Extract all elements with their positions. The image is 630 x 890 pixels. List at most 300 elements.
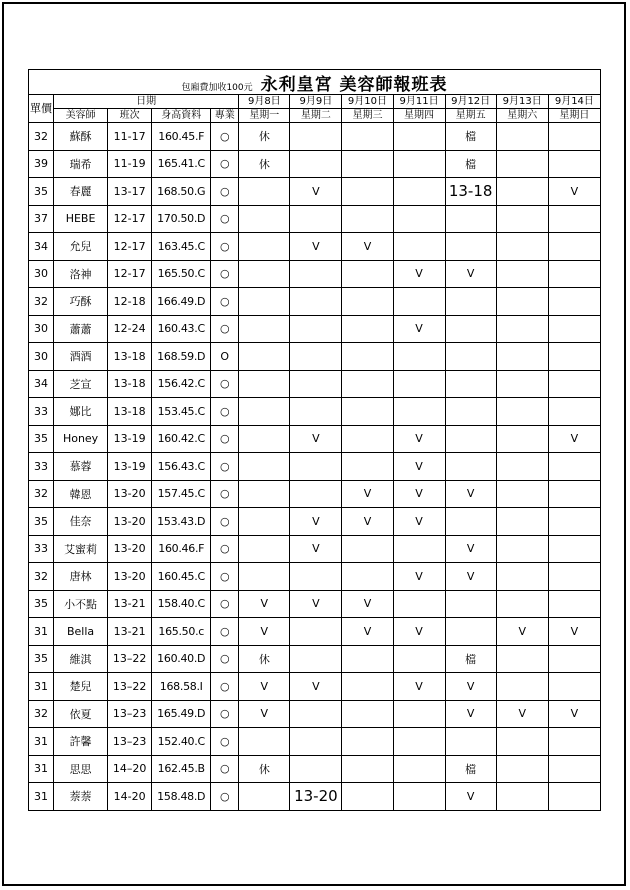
schedule-cell-day-5: V [445, 700, 496, 728]
price-cell: 31 [29, 783, 54, 811]
schedule-cell-day-5: 檔 [445, 123, 496, 151]
beautician-name: Bella [54, 618, 108, 646]
shift-cell: 13-20 [108, 535, 152, 563]
beautician-name: 唐林 [54, 563, 108, 591]
height-info-cell: 170.50.D [152, 205, 211, 233]
header-beautician: 美容師 [54, 109, 108, 123]
height-info-cell: 163.45.C [152, 233, 211, 261]
schedule-cell-day-2 [290, 700, 342, 728]
header-weekday-3: 星期三 [342, 109, 393, 123]
header-date-4: 9月11日 [393, 95, 445, 109]
table-row [29, 288, 601, 316]
schedule-cell-day-3 [342, 123, 393, 151]
schedule-cell-day-3 [342, 728, 393, 756]
beautician-name: 芝宣 [54, 370, 108, 398]
shift-cell: 12-17 [108, 233, 152, 261]
schedule-cell-day-1: V [239, 700, 290, 728]
schedule-cell-day-7 [548, 453, 600, 481]
schedule-cell-day-4: V [393, 563, 445, 591]
height-info-cell: 168.59.D [152, 343, 211, 371]
schedule-cell-day-7 [548, 645, 600, 673]
schedule-cell-day-4 [393, 755, 445, 783]
table-row [29, 755, 601, 783]
schedule-cell-day-1 [239, 370, 290, 398]
beautician-name: 慕蓉 [54, 453, 108, 481]
specialty-mark: ○ [211, 315, 239, 343]
specialty-mark: ○ [211, 150, 239, 178]
shift-cell: 12-24 [108, 315, 152, 343]
shift-cell: 13–23 [108, 728, 152, 756]
schedule-cell-day-7 [548, 205, 600, 233]
schedule-cell-day-2: V [290, 508, 342, 536]
shift-cell: 13–22 [108, 673, 152, 701]
schedule-cell-day-5: 檔 [445, 645, 496, 673]
schedule-cell-day-5 [445, 590, 496, 618]
schedule-cell-day-6 [496, 535, 548, 563]
height-info-cell: 156.43.C [152, 453, 211, 481]
schedule-cell-day-7: V [548, 425, 600, 453]
shift-cell: 13-18 [108, 343, 152, 371]
schedule-cell-day-5 [445, 398, 496, 426]
schedule-cell-day-2 [290, 288, 342, 316]
schedule-cell-day-1: 休 [239, 755, 290, 783]
header-row-dates [29, 95, 601, 109]
schedule-cell-day-1 [239, 535, 290, 563]
specialty-mark: ○ [211, 563, 239, 591]
schedule-cell-day-4 [393, 590, 445, 618]
table-row [29, 535, 601, 563]
price-cell: 33 [29, 398, 54, 426]
schedule-cell-day-1 [239, 508, 290, 536]
schedule-cell-day-1 [239, 783, 290, 811]
table-row [29, 233, 601, 261]
schedule-cell-day-4 [393, 205, 445, 233]
schedule-cell-day-1 [239, 178, 290, 206]
price-cell: 39 [29, 150, 54, 178]
schedule-cell-day-1 [239, 260, 290, 288]
schedule-cell-day-5: 13-18 [445, 178, 496, 206]
schedule-cell-day-7 [548, 398, 600, 426]
schedule-cell-day-7 [548, 260, 600, 288]
schedule-cell-day-6 [496, 288, 548, 316]
price-cell: 30 [29, 260, 54, 288]
schedule-cell-day-7 [548, 673, 600, 701]
header-price: 單價 [29, 95, 54, 123]
schedule-cell-day-3 [342, 425, 393, 453]
price-cell: 35 [29, 178, 54, 206]
schedule-cell-day-3: V [342, 233, 393, 261]
schedule-cell-day-6 [496, 178, 548, 206]
schedule-cell-day-1 [239, 728, 290, 756]
height-info-cell: 160.46.F [152, 535, 211, 563]
schedule-cell-day-7 [548, 728, 600, 756]
schedule-cell-day-3 [342, 700, 393, 728]
schedule-cell-day-2 [290, 315, 342, 343]
specialty-mark: ○ [211, 398, 239, 426]
schedule-cell-day-5 [445, 728, 496, 756]
schedule-cell-day-3 [342, 288, 393, 316]
header-date: 日期 [54, 95, 239, 109]
header-date-6: 9月13日 [496, 95, 548, 109]
schedule-cell-day-7 [548, 783, 600, 811]
beautician-name: 蕭蕭 [54, 315, 108, 343]
schedule-cell-day-4 [393, 343, 445, 371]
schedule-cell-day-4 [393, 178, 445, 206]
schedule-cell-day-6 [496, 425, 548, 453]
table-row [29, 673, 601, 701]
schedule-cell-day-6 [496, 728, 548, 756]
specialty-mark: ○ [211, 508, 239, 536]
beautician-name: 蘇酥 [54, 123, 108, 151]
height-info-cell: 168.58.I [152, 673, 211, 701]
schedule-cell-day-5: 檔 [445, 755, 496, 783]
height-info-cell: 168.50.G [152, 178, 211, 206]
schedule-cell-day-7 [548, 590, 600, 618]
schedule-cell-day-6: V [496, 700, 548, 728]
table-row [29, 178, 601, 206]
schedule-cell-day-3 [342, 563, 393, 591]
schedule-cell-day-2 [290, 260, 342, 288]
schedule-cell-day-5 [445, 618, 496, 646]
header-date-3: 9月10日 [342, 95, 393, 109]
schedule-cell-day-4: V [393, 480, 445, 508]
price-cell: 31 [29, 673, 54, 701]
schedule-cell-day-4 [393, 700, 445, 728]
schedule-cell-day-2 [290, 618, 342, 646]
schedule-cell-day-2 [290, 370, 342, 398]
price-cell: 30 [29, 343, 54, 371]
schedule-cell-day-3 [342, 150, 393, 178]
shift-cell: 13-20 [108, 508, 152, 536]
schedule-cell-day-5: V [445, 260, 496, 288]
specialty-mark: ○ [211, 178, 239, 206]
schedule-cell-day-4 [393, 645, 445, 673]
specialty-mark: ○ [211, 783, 239, 811]
shift-cell: 13–22 [108, 645, 152, 673]
specialty-mark: ○ [211, 728, 239, 756]
schedule-cell-day-3 [342, 343, 393, 371]
schedule-cell-day-3: V [342, 618, 393, 646]
price-cell: 32 [29, 288, 54, 316]
schedule-cell-day-3 [342, 645, 393, 673]
schedule-cell-day-7 [548, 755, 600, 783]
schedule-cell-day-6 [496, 123, 548, 151]
shift-cell: 13-20 [108, 480, 152, 508]
schedule-cell-day-1 [239, 233, 290, 261]
shift-cell: 13-19 [108, 453, 152, 481]
beautician-name: 瑞希 [54, 150, 108, 178]
price-cell: 32 [29, 480, 54, 508]
schedule-cell-day-6 [496, 645, 548, 673]
specialty-mark: ○ [211, 233, 239, 261]
schedule-cell-day-5: V [445, 480, 496, 508]
schedule-cell-day-5 [445, 453, 496, 481]
schedule-cell-day-6 [496, 398, 548, 426]
schedule-cell-day-3 [342, 178, 393, 206]
table-row [29, 645, 601, 673]
shift-cell: 14-20 [108, 783, 152, 811]
height-info-cell: 165.50.C [152, 260, 211, 288]
beautician-name: Honey [54, 425, 108, 453]
table-row [29, 150, 601, 178]
table-row [29, 508, 601, 536]
schedule-cell-day-3 [342, 453, 393, 481]
schedule-cell-day-1 [239, 425, 290, 453]
schedule-cell-day-2: V [290, 178, 342, 206]
table-row [29, 315, 601, 343]
beautician-name: 洛神 [54, 260, 108, 288]
schedule-cell-day-4 [393, 783, 445, 811]
price-cell: 31 [29, 755, 54, 783]
price-cell: 31 [29, 728, 54, 756]
surcharge-note: 包廂費加收100元 [181, 82, 253, 93]
schedule-cell-day-5 [445, 288, 496, 316]
table-row [29, 563, 601, 591]
schedule-cell-day-5: V [445, 563, 496, 591]
table-row [29, 783, 601, 811]
beautician-name: 萘萘 [54, 783, 108, 811]
schedule-cell-day-4 [393, 535, 445, 563]
schedule-cell-day-7 [548, 480, 600, 508]
schedule-cell-day-1: V [239, 590, 290, 618]
specialty-mark: ○ [211, 260, 239, 288]
schedule-cell-day-7: V [548, 700, 600, 728]
schedule-table [28, 69, 601, 811]
schedule-cell-day-4 [393, 728, 445, 756]
schedule-cell-day-2 [290, 150, 342, 178]
height-info-cell: 157.45.C [152, 480, 211, 508]
schedule-cell-day-6 [496, 755, 548, 783]
height-info-cell: 165.49.D [152, 700, 211, 728]
table-row [29, 700, 601, 728]
schedule-cell-day-2: V [290, 673, 342, 701]
schedule-cell-day-3 [342, 755, 393, 783]
schedule-cell-day-7 [548, 288, 600, 316]
table-row [29, 260, 601, 288]
schedule-cell-day-1 [239, 453, 290, 481]
header-weekday-4: 星期四 [393, 109, 445, 123]
specialty-mark: ○ [211, 590, 239, 618]
beautician-name: 思思 [54, 755, 108, 783]
schedule-cell-day-4 [393, 288, 445, 316]
shift-cell: 13-21 [108, 590, 152, 618]
header-weekday-6: 星期六 [496, 109, 548, 123]
header-weekday-2: 星期二 [290, 109, 342, 123]
schedule-cell-day-7 [548, 150, 600, 178]
schedule-cell-day-2 [290, 205, 342, 233]
schedule-cell-day-6 [496, 233, 548, 261]
schedule-cell-day-3 [342, 535, 393, 563]
schedule-cell-day-3 [342, 370, 393, 398]
schedule-cell-day-5 [445, 233, 496, 261]
schedule-cell-day-4 [393, 150, 445, 178]
schedule-cell-day-5 [445, 343, 496, 371]
header-date-5: 9月12日 [445, 95, 496, 109]
schedule-cell-day-5 [445, 315, 496, 343]
schedule-cell-day-6 [496, 205, 548, 233]
header-row-weekdays [29, 109, 601, 123]
specialty-mark: ○ [211, 205, 239, 233]
header-date-2: 9月9日 [290, 95, 342, 109]
shift-cell: 13-18 [108, 370, 152, 398]
specialty-mark: O [211, 343, 239, 371]
beautician-name: 巧酥 [54, 288, 108, 316]
schedule-cell-day-7 [548, 370, 600, 398]
schedule-cell-day-3 [342, 260, 393, 288]
schedule-cell-day-4 [393, 398, 445, 426]
schedule-cell-day-2: V [290, 233, 342, 261]
header-date-1: 9月8日 [239, 95, 290, 109]
price-cell: 32 [29, 123, 54, 151]
schedule-cell-day-2 [290, 645, 342, 673]
beautician-name: 娜比 [54, 398, 108, 426]
shift-cell: 14–20 [108, 755, 152, 783]
beautician-name: 許馨 [54, 728, 108, 756]
title-cell [29, 70, 601, 95]
schedule-cell-day-7: V [548, 618, 600, 646]
header-date-7: 9月14日 [548, 95, 600, 109]
price-cell: 35 [29, 425, 54, 453]
schedule-cell-day-7 [548, 315, 600, 343]
schedule-cell-day-1: V [239, 618, 290, 646]
height-info-cell: 156.42.C [152, 370, 211, 398]
schedule-cell-day-4: V [393, 508, 445, 536]
shift-cell: 11-17 [108, 123, 152, 151]
price-cell: 34 [29, 233, 54, 261]
schedule-cell-day-4 [393, 123, 445, 151]
schedule-cell-day-4 [393, 370, 445, 398]
shift-cell: 12-18 [108, 288, 152, 316]
shift-cell: 13-19 [108, 425, 152, 453]
table-row [29, 728, 601, 756]
schedule-cell-day-1 [239, 288, 290, 316]
height-info-cell: 153.43.D [152, 508, 211, 536]
specialty-mark: ○ [211, 700, 239, 728]
specialty-mark: ○ [211, 755, 239, 783]
specialty-mark: ○ [211, 645, 239, 673]
beautician-name: 依夏 [54, 700, 108, 728]
shift-cell: 13-21 [108, 618, 152, 646]
schedule-cell-day-6 [496, 315, 548, 343]
shift-cell: 12-17 [108, 260, 152, 288]
shift-cell: 11-19 [108, 150, 152, 178]
header-height-info: 身高資料 [152, 109, 211, 123]
height-info-cell: 165.41.C [152, 150, 211, 178]
schedule-cell-day-4: V [393, 425, 445, 453]
schedule-cell-day-6 [496, 343, 548, 371]
schedule-cell-day-1: V [239, 673, 290, 701]
price-cell: 30 [29, 315, 54, 343]
schedule-cell-day-2: V [290, 535, 342, 563]
schedule-cell-day-5 [445, 370, 496, 398]
price-cell: 35 [29, 590, 54, 618]
schedule-cell-day-6 [496, 453, 548, 481]
schedule-cell-day-4: V [393, 673, 445, 701]
schedule-cell-day-6 [496, 370, 548, 398]
header-specialty: 專業 [211, 109, 239, 123]
schedule-cell-day-3 [342, 315, 393, 343]
price-cell: 31 [29, 618, 54, 646]
height-info-cell: 160.40.D [152, 645, 211, 673]
height-info-cell: 153.45.C [152, 398, 211, 426]
schedule-cell-day-6 [496, 563, 548, 591]
price-cell: 33 [29, 535, 54, 563]
schedule-cell-day-1 [239, 205, 290, 233]
schedule-cell-day-6 [496, 590, 548, 618]
beautician-name: 韓恩 [54, 480, 108, 508]
price-cell: 35 [29, 645, 54, 673]
schedule-cell-day-5: V [445, 673, 496, 701]
schedule-cell-day-1 [239, 398, 290, 426]
title-row [29, 70, 601, 95]
height-info-cell: 166.49.D [152, 288, 211, 316]
height-info-cell: 165.50.c [152, 618, 211, 646]
table-row [29, 205, 601, 233]
schedule-cell-day-2: V [290, 590, 342, 618]
schedule-cell-day-3: V [342, 590, 393, 618]
specialty-mark: ○ [211, 453, 239, 481]
header-weekday-7: 星期日 [548, 109, 600, 123]
height-info-cell: 158.40.C [152, 590, 211, 618]
header-weekday-5: 星期五 [445, 109, 496, 123]
schedule-cell-day-1 [239, 563, 290, 591]
height-info-cell: 160.45.C [152, 563, 211, 591]
table-row [29, 370, 601, 398]
schedule-cell-day-7 [548, 343, 600, 371]
height-info-cell: 162.45.B [152, 755, 211, 783]
schedule-cell-day-2 [290, 398, 342, 426]
price-cell: 37 [29, 205, 54, 233]
page-title: 永利皇宮 美容師報班表 [260, 74, 448, 95]
schedule-cell-day-4: V [393, 453, 445, 481]
schedule-cell-day-4: V [393, 260, 445, 288]
schedule-cell-day-2 [290, 453, 342, 481]
table-row [29, 398, 601, 426]
schedule-cell-day-6 [496, 783, 548, 811]
schedule-cell-day-7: V [548, 178, 600, 206]
height-info-cell: 152.40.C [152, 728, 211, 756]
schedule-cell-day-5 [445, 205, 496, 233]
height-info-cell: 160.42.C [152, 425, 211, 453]
schedule-cell-day-7 [548, 123, 600, 151]
specialty-mark: ○ [211, 425, 239, 453]
table-row [29, 453, 601, 481]
table-row [29, 343, 601, 371]
schedule-cell-day-1: 休 [239, 123, 290, 151]
height-info-cell: 158.48.D [152, 783, 211, 811]
table-row [29, 480, 601, 508]
table-row [29, 425, 601, 453]
beautician-name: 佳奈 [54, 508, 108, 536]
shift-cell: 13-20 [108, 563, 152, 591]
header-shift: 班次 [108, 109, 152, 123]
table-row [29, 590, 601, 618]
schedule-cell-day-3 [342, 398, 393, 426]
schedule-cell-day-4: V [393, 618, 445, 646]
schedule-cell-day-5 [445, 508, 496, 536]
schedule-cell-day-1: 休 [239, 645, 290, 673]
schedule-cell-day-2 [290, 563, 342, 591]
specialty-mark: ○ [211, 370, 239, 398]
shift-cell: 13-17 [108, 178, 152, 206]
shift-cell: 13–23 [108, 700, 152, 728]
schedule-cell-day-1 [239, 480, 290, 508]
schedule-cell-day-4: V [393, 315, 445, 343]
beautician-name: 春麗 [54, 178, 108, 206]
height-info-cell: 160.43.C [152, 315, 211, 343]
header-weekday-1: 星期一 [239, 109, 290, 123]
price-cell: 32 [29, 700, 54, 728]
